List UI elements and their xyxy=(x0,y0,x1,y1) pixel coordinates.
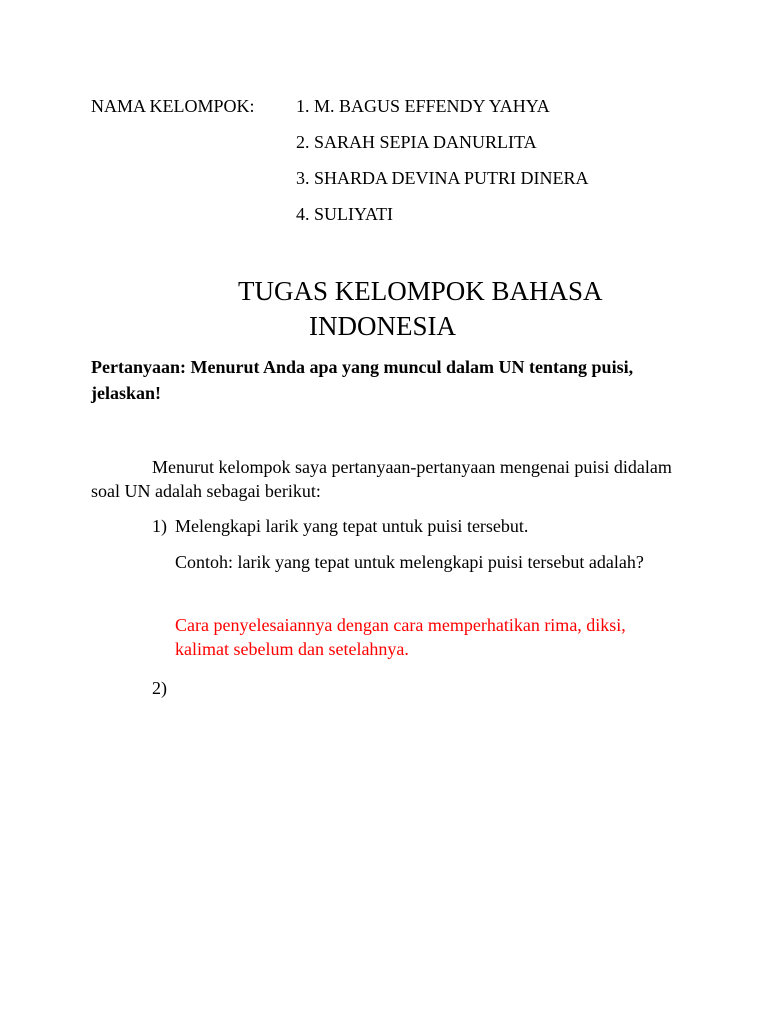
list-item-1-number: 1) xyxy=(152,516,167,536)
document-title-line-2: INDONESIA xyxy=(309,311,456,341)
group-member-3: 3. SHARDA DEVINA PUTRI DINERA xyxy=(296,168,589,188)
group-member-1: 1. M. BAGUS EFFENDY YAHYA xyxy=(296,96,550,116)
list-item-2-number: 2) xyxy=(152,678,167,698)
question-text: Pertanyaan: Menurut Anda apa yang muncul dalam UN tentang puisi, jelaskan! xyxy=(91,357,634,403)
document-title-line-1: TUGAS KELOMPOK BAHASA xyxy=(238,276,603,306)
list-item-1-text: Melengkapi larik yang tepat untuk puisi tersebut. xyxy=(175,516,529,536)
list-item-1-solution: Cara penyelesaiannya dengan cara memperhatikan rima, diksi, kalimat sebelum dan setelahnya. xyxy=(175,615,626,659)
group-label: NAMA KELOMPOK: xyxy=(91,96,255,116)
list-item-1-example: Contoh: larik yang tepat untuk melengkapi puisi tersebut adalah? xyxy=(175,552,644,572)
group-member-4: 4. SULIYATI xyxy=(296,204,393,224)
answer-intro: Menurut kelompok saya pertanyaan-pertanyaan mengenai puisi didalam soal UN adalah sebagai berikut: xyxy=(91,457,672,501)
group-member-2: 2. SARAH SEPIA DANURLITA xyxy=(296,132,537,152)
